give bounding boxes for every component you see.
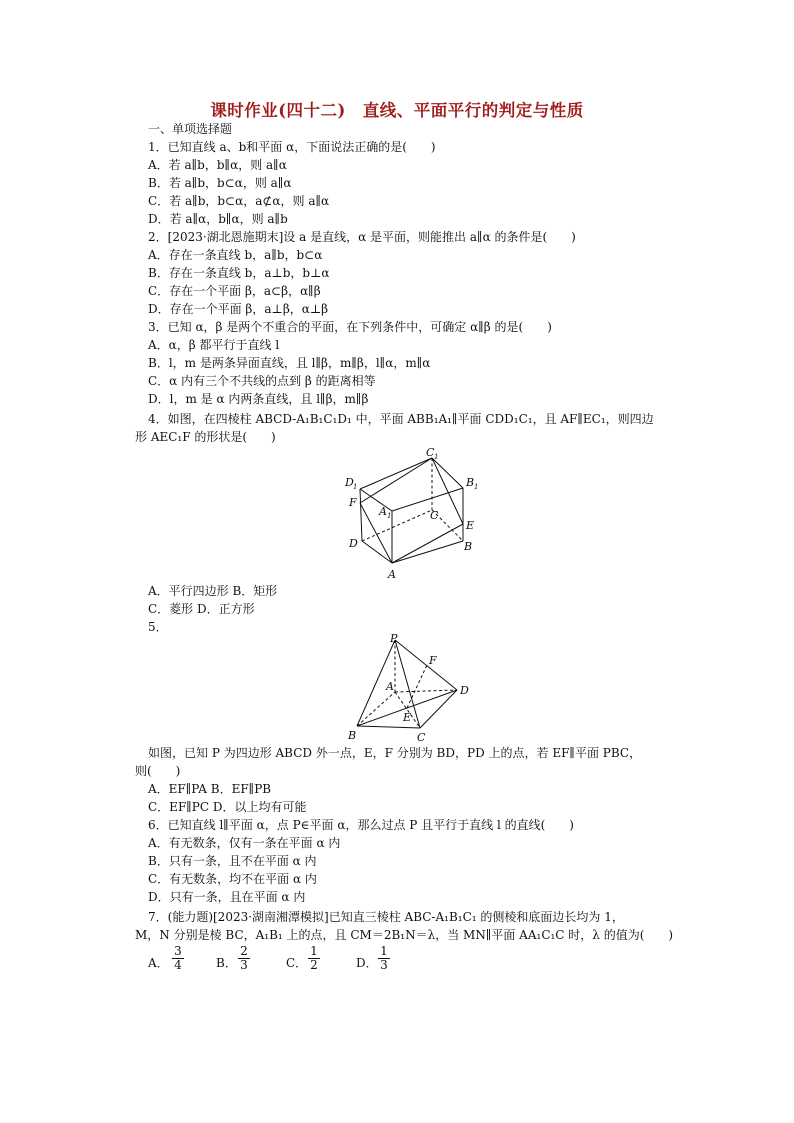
- q6-option-a: A．有无数条，仅有一条在平面 α 内: [148, 836, 341, 850]
- q5-option-cd: C．EF∥PC D．以上均有可能: [148, 800, 307, 814]
- label-c1: C: [426, 446, 435, 459]
- q3-option-a: A．α，β 都平行于直线 l: [148, 338, 280, 352]
- q5-stem-line1: 如图，已知 P 为四边形 ABCD 外一点，E，F 分别为 BD，PD 上的点，若 EF∥平面 PBC，: [148, 746, 642, 760]
- q7-stem-line2: M，N 分别是棱 BC，A₁B₁ 上的点，且 CM＝2B₁N＝λ，当 MN∥平面 AA₁C₁C 时，λ 的值为( ): [135, 928, 674, 942]
- q2-option-c: C．存在一个平面 β，a⊂β，α∥β: [148, 284, 321, 298]
- q2-option-d: D．存在一个平面 β，a⊥β，α⊥β: [148, 302, 329, 316]
- q7-option-c-fraction: $\frac{1}{2}$: [308, 945, 320, 972]
- q3-option-b: B．l，m 是两条异面直线，且 l∥β，m∥β，l∥α，m∥α: [148, 356, 431, 370]
- q6-option-b: B．只有一条，且不在平面 α 内: [148, 854, 317, 868]
- q7-option-b-label: B．: [216, 956, 237, 970]
- q7-option-c-label: C．: [286, 956, 308, 970]
- q6-option-d: D．只有一条，且在平面 α 内: [148, 890, 306, 904]
- label-a: A: [388, 568, 396, 581]
- q2-option-b: B．存在一条直线 b，a⊥b，b⊥α: [148, 266, 330, 280]
- q7-option-a-label: A．: [148, 956, 169, 970]
- q3-option-c: C．α 内有三个不共线的点到 β 的距离相等: [148, 374, 376, 388]
- q7-option-a-fraction: $\frac{3}{4}$: [172, 945, 184, 972]
- q1-stem: 1．已知直线 a、b和平面 α，下面说法正确的是( ): [148, 140, 436, 154]
- label-f: F: [429, 654, 437, 667]
- q1-option-d: D．若 a∥α，b∥α，则 a∥b: [148, 212, 288, 226]
- q7-option-d-label: D．: [356, 956, 378, 970]
- label-a1: A: [379, 505, 387, 518]
- q7-stem-line1: 7．(能力题)[2023·湖南湘潭模拟]已知直三棱柱 ABC-A₁B₁C₁ 的侧棱和底面边长均为 1，: [148, 910, 624, 924]
- label-b: B: [464, 540, 473, 553]
- q7-option-b-fraction: $\frac{2}{3}$: [238, 945, 250, 972]
- label-p: P: [390, 632, 398, 645]
- q4-stem-line2: 形 AEC₁F 的形状是( ): [135, 430, 276, 444]
- q1-option-a: A．若 a∥b，b∥α，则 a∥α: [148, 158, 287, 172]
- q5-number: 5．: [148, 620, 168, 634]
- prism-figure: [340, 445, 490, 585]
- q1-option-c: C．若 a∥b，b⊂α，a⊄α，则 a∥α: [148, 194, 330, 208]
- label-f: F: [349, 496, 357, 509]
- pyramid-figure: [345, 632, 480, 744]
- svg-text:1: 1: [434, 453, 439, 461]
- svg-text:1: 1: [387, 512, 392, 520]
- label-d: D: [349, 537, 358, 550]
- label-d: D: [460, 684, 469, 697]
- q4-stem-line1: 4．如图，在四棱柱 ABCD-A₁B₁C₁D₁ 中，平面 ABB₁A₁∥平面 CDD₁C₁，且 AF∥EC₁，则四边: [148, 412, 654, 426]
- q3-option-d: D．l，m 是 α 内两条直线，且 l∥β，m∥β: [148, 392, 369, 406]
- q6-option-c: C．有无数条，均不在平面 α 内: [148, 872, 317, 886]
- q6-stem: 6．已知直线 l∥平面 α，点 P∈平面 α，那么过点 P 且平行于直线 l 的直线( ): [148, 818, 574, 832]
- q2-option-a: A．存在一条直线 b，a∥b，b⊂α: [148, 248, 323, 262]
- svg-text:1: 1: [353, 483, 358, 491]
- q3-stem: 3．已知 α，β 是两个不重合的平面，在下列条件中，可确定 α∥β 的是( ): [148, 320, 552, 334]
- q7-option-d-fraction: $\frac{1}{3}$: [378, 945, 390, 972]
- svg-text:1: 1: [474, 483, 479, 491]
- label-c: C: [417, 731, 426, 744]
- q1-option-b: B．若 a∥b，b⊂α，则 a∥α: [148, 176, 292, 190]
- label-a: A: [386, 680, 394, 693]
- q5-option-ab: A．EF∥PA B．EF∥PB: [148, 782, 272, 796]
- q4-option-cd: C．菱形 D．正方形: [148, 602, 255, 616]
- label-e: E: [403, 711, 412, 724]
- section-heading: 一、单项选择题: [148, 122, 233, 136]
- label-c: C: [430, 509, 439, 522]
- q5-stem-line2: 则( ): [135, 764, 181, 778]
- page-title: 课时作业(四十二) 直线、平面平行的判定与性质: [210, 101, 584, 120]
- label-b1: B: [466, 476, 475, 489]
- label-e: E: [466, 519, 475, 532]
- label-d1: D: [345, 476, 354, 489]
- q2-stem: 2．[2023·湖北恩施期末]设 a 是直线，α 是平面，则能推出 a∥α 的条件是( ): [148, 230, 576, 244]
- label-b: B: [348, 729, 357, 742]
- q4-option-ab: A．平行四边形 B．矩形: [148, 584, 278, 598]
